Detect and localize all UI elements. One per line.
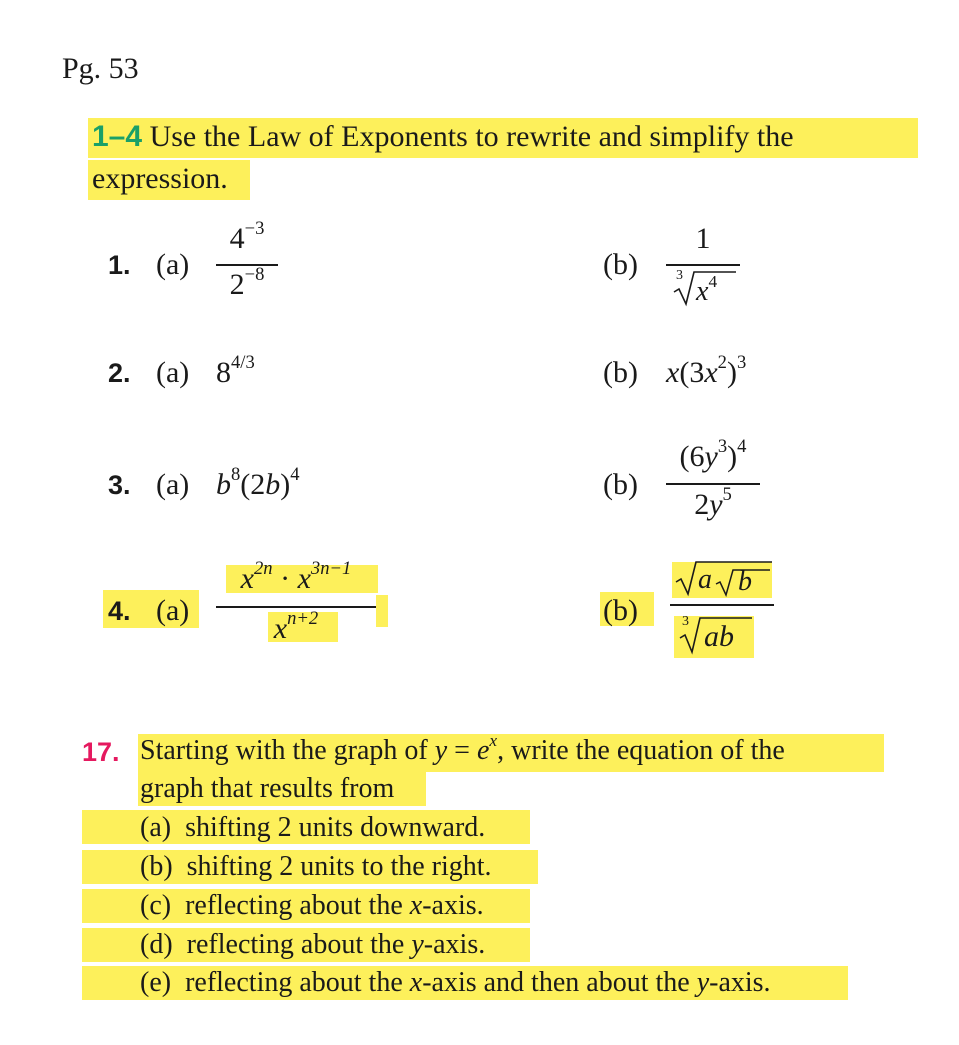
fraction-bar xyxy=(670,604,774,606)
fraction-bar xyxy=(666,264,740,266)
problem-number: 4. xyxy=(108,596,131,626)
problem-text-line-2: graph that results from xyxy=(140,773,395,804)
radicand: ab xyxy=(704,620,734,653)
part-label: (a) xyxy=(156,356,190,389)
radicand-a: a xyxy=(698,564,712,595)
radical-index: 3 xyxy=(676,268,683,283)
expression: $8^{4/3}$ xyxy=(216,352,255,389)
instruction-line-2: expression. xyxy=(92,162,228,195)
radicand-b: b xyxy=(738,566,752,597)
part-item: (b) shifting 2 units to the right. xyxy=(140,851,492,882)
part-label: (b) xyxy=(603,248,638,281)
fraction-denominator: $2y^5$ xyxy=(694,484,732,521)
part-label: (a) xyxy=(156,248,190,281)
part-item: (c) reflecting about the x-axis. xyxy=(140,890,484,921)
part-label: (a) xyxy=(156,594,190,627)
part-label: (b) xyxy=(603,356,638,389)
highlight-band xyxy=(376,595,388,627)
part-item: (a) shifting 2 units downward. xyxy=(140,812,486,843)
section-instruction xyxy=(92,120,794,154)
part-label: (b) xyxy=(603,468,638,501)
expression: $x(3x^2)^3$ xyxy=(666,352,747,389)
section-range: 1–4 xyxy=(92,120,143,153)
problem-number: 17. xyxy=(82,737,120,767)
expression: $b^8(2b)^4$ xyxy=(216,464,300,501)
page-label: Pg. 53 xyxy=(62,52,139,85)
fraction-numerator: 1 xyxy=(695,222,711,255)
problem-number: 1. xyxy=(108,250,131,280)
fraction-bar xyxy=(666,483,760,485)
part-item: (e) reflecting about the x-axis and then about the y-axis. xyxy=(140,967,771,998)
instruction-line-1: Use the Law of Exponents to rewrite and simplify the xyxy=(149,120,794,153)
fraction-numerator: $x^{2n} \cdot x^{3n-1}$ xyxy=(240,558,352,595)
problem-number: 2. xyxy=(108,358,131,388)
part-label: (a) xyxy=(156,468,190,501)
problem-number: 3. xyxy=(108,470,131,500)
fraction-numerator: $4^{-3}$ xyxy=(229,218,265,255)
part-label: (b) xyxy=(603,594,638,627)
fraction-denominator: $2^{-8}$ xyxy=(229,264,265,301)
part-item: (d) reflecting about the y-axis. xyxy=(140,929,486,960)
fraction-denominator: $x^{n+2}$ xyxy=(273,608,319,645)
radical-index: 3 xyxy=(682,614,689,629)
radicand: $x^4$ xyxy=(696,271,718,307)
fraction-numerator: $(6y^3)^4$ xyxy=(679,436,747,473)
problem-text-line-1: Starting with the graph of $y = e^x$, write the equation of the xyxy=(140,730,785,766)
